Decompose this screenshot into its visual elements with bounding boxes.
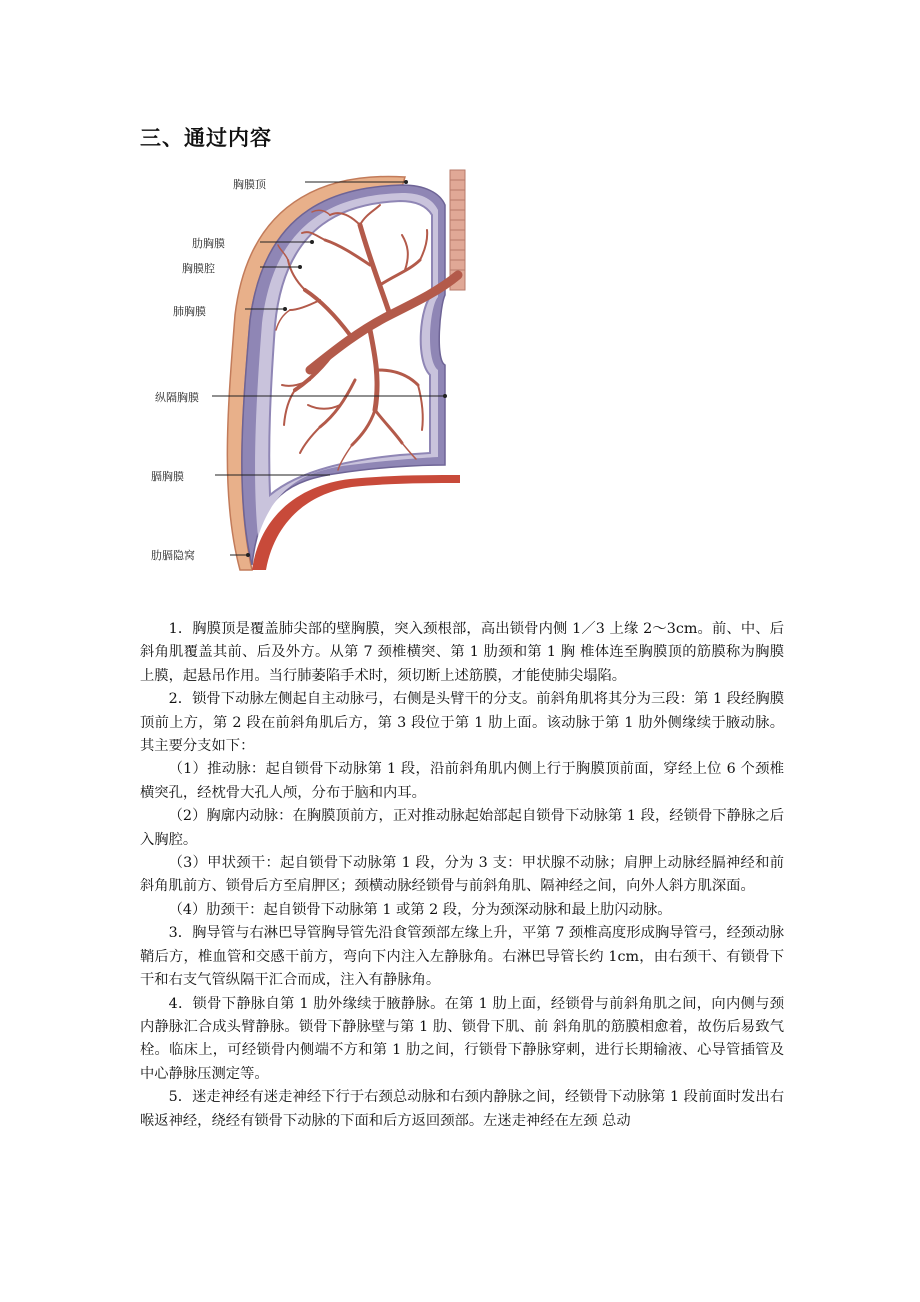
label-pleural-cavity: 胸膜腔: [182, 262, 215, 275]
section-title: 三、通过内容: [140, 126, 272, 150]
label-pleural-cupula: 胸膜顶: [233, 178, 266, 191]
pleura-anatomy-figure: [140, 165, 480, 605]
label-diaphragmatic-pleura: 膈胸膜: [151, 470, 184, 483]
body-text: [140, 618, 784, 1133]
paragraph-5: 5．迷走神经有迷走神经下行于右颈总动脉和右颈内静脉之间，经锁骨下动脉第 1 段前面时发出右喉返神经，绕经有锁骨下动脉的下面和后方返回颈部。左迷走神经在左颈 总动: [140, 1089, 784, 1129]
paragraph-2-2: （2）胸廓内动脉：在胸膜顶前方，正对推动脉起始部起自锁骨下动脉第 1 段，经锁骨下静脉之后入胸腔。: [140, 808, 784, 848]
label-costodiaphragmatic-recess: 肋膈隐窝: [151, 549, 195, 562]
pleura-anatomy-illustration: [140, 165, 480, 605]
paragraph-2-4: （4）肋颈干：起自锁骨下动脉第 1 或第 2 段，分为颈深动脉和最上肋闪动脉。: [168, 901, 672, 918]
paragraph-2: 2．锁骨下动脉左侧起自主动脉弓，右侧是头臂干的分支。前斜角肌将其分为三段：第 1 段经胸膜顶前上方，第 2 段在前斜角肌后方，第 3 段位于第 1 肋上面。该动脉于第 1 肋外侧缘续于腋动脉。其主要分支如下：: [140, 691, 784, 755]
paragraph-4: 4．锁骨下静脉自第 1 肋外缘续于腋静脉。在第 1 肋上面，经锁骨与前斜角肌之间，向内侧与颈内静脉汇合成头臂静脉。锁骨下静脉壁与第 1 肋、锁骨下肌、前 斜角肌的筋膜相愈着，故伤后易致气栓。临床上，可经锁骨内侧端不方和第 1 肋之间，行锁骨下静脉穿刺，进行长期输液、心导管插管及中心静脉压测定等。: [140, 995, 784, 1082]
paragraph-2-1: （1）推动脉：起自锁骨下动脉第 1 段，沿前斜角肌内侧上行于胸膜顶前面，穿经上位 6 个颈椎横突孔，经枕骨大孔人颅，分布于脑和内耳。: [140, 761, 784, 801]
label-mediastinal-pleura: 纵隔胸膜: [155, 391, 199, 404]
label-pulmonary-pleura: 肺胸膜: [173, 305, 206, 318]
label-costal-pleura: 肋胸膜: [192, 237, 225, 250]
paragraph-2-3: （3）甲状颈干：起自锁骨下动脉第 1 段，分为 3 支：甲状腺不动脉；肩胛上动脉经膈神经和前斜角肌前方、锁骨后方至肩胛区；颈横动脉经锁骨与前斜角肌、隔神经之间，向外人斜方肌深面。: [140, 855, 784, 895]
paragraph-1: 1．胸膜顶是覆盖肺尖部的壁胸膜，突入颈根部，高出锁骨内侧 1／3 上缘 2～3cm。前、中、后斜角肌覆盖其前、后及外方。从第 7 颈椎横突、第 1 肋颈和第 1 胸 椎体连至胸膜顶的筋膜称为胸膜上膜，起悬吊作用。当行肺萎陷手术时，须切断上述筋膜，才能使肺尖塌陷。: [140, 621, 784, 684]
paragraph-3: 3．胸导管与右淋巴导管胸导管先沿食管颈部左缘上升，平第 7 颈椎高度形成胸导管弓，经颈动脉鞘后方，椎血管和交感干前方，弯向下内注入左静脉角。右淋巴导管长约 1cm，由右颈干、有锁骨下干和右支气管纵隔干汇合而成，注入有静脉角。: [140, 925, 784, 989]
